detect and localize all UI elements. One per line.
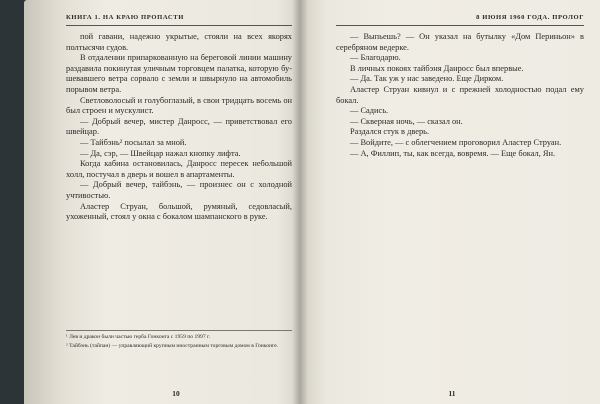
left-page bbox=[24, 0, 300, 404]
right-paragraph: — А, Филлип, ты, как всегда, вовремя. — Еще бокал, Ян. bbox=[350, 148, 556, 158]
right-paragraph: — Выпьешь? — Он указал на бутылку «Дом Периньон» в серебряном ведерке. bbox=[336, 32, 584, 52]
right-paragraph: В личных покоях тайбэня Данросс был впервые. bbox=[350, 63, 524, 73]
right-page-number: 11 bbox=[448, 389, 456, 398]
left-paragraph: пой гавани, надежно укрытые, стояли на всех якорях полтысячи судов. bbox=[66, 32, 292, 52]
left-paragraph: Когда кабина остановилась, Данросс пересек небольшой холл, постучал в дверь и вошел в апартаменты. bbox=[66, 159, 292, 179]
right-paragraph: — Да. Так уж у нас заведено. Еще Дирком. bbox=[350, 74, 504, 84]
right-paragraph: — Войдите, — с облегчением проговорил Аластер Струан. bbox=[350, 137, 562, 147]
left-paragraph: — Тайбэнь² посылал за мной. bbox=[80, 137, 187, 147]
right-body-text bbox=[336, 32, 584, 159]
left-running-head: КНИГА 1. НА КРАЮ ПРОПАСТИ bbox=[66, 14, 292, 26]
left-paragraph: — Да, сэр, — Швейцар нажал кнопку лифта. bbox=[80, 148, 241, 158]
footnotes bbox=[66, 330, 292, 352]
left-paragraph: — Добрый вечер, мистер Данросс, — приветствовал его швейцар. bbox=[66, 116, 292, 137]
book-spine-shadow bbox=[292, 0, 308, 404]
right-paragraph: Раздался стук в дверь. bbox=[350, 127, 430, 137]
right-paragraph: Аластер Струан кивнул и с прежней холодностью подал ему бокал. bbox=[336, 84, 584, 105]
left-body-text bbox=[66, 32, 292, 223]
right-paragraph: — Садись. bbox=[350, 106, 389, 116]
left-paragraph: Светловолосый и голубоглазый, в свои тридцать восемь он был строен и мускулист. bbox=[66, 95, 292, 116]
footnote: ¹ Лев и дракон были частью герба Гонконга с 1959 по 1997 г. bbox=[66, 334, 211, 340]
left-paragraph: В отдалении припаркованную на береговой линии машину раздавила покинутая уличным торговцем палатка, которую бушевавшего ветра сорвало с земли и швырнуло на автомобиль порывом ветра. bbox=[66, 53, 292, 94]
left-paragraph: Аластер Струан, большой, румяный, седовласый, ухоженный, стоял у окна с бокалом шампанского в руке. bbox=[66, 201, 292, 222]
left-paragraph: — Добрый вечер, тайбэнь, — произнес он с холодной учтивостью. bbox=[66, 180, 292, 200]
footnote: ² Тайбэнь (тайпан) — управляющий крупным иностранным торговым домом в Гонконге. bbox=[66, 343, 279, 349]
right-running-head: 8 ИЮНЯ 1960 ГОДА. ПРОЛОГ bbox=[336, 14, 584, 26]
right-page bbox=[300, 0, 600, 404]
left-page-number: 10 bbox=[172, 389, 180, 398]
right-paragraph: — Благодарю. bbox=[350, 53, 401, 63]
right-paragraph: — Скверная ночь, — сказал он. bbox=[350, 116, 463, 126]
